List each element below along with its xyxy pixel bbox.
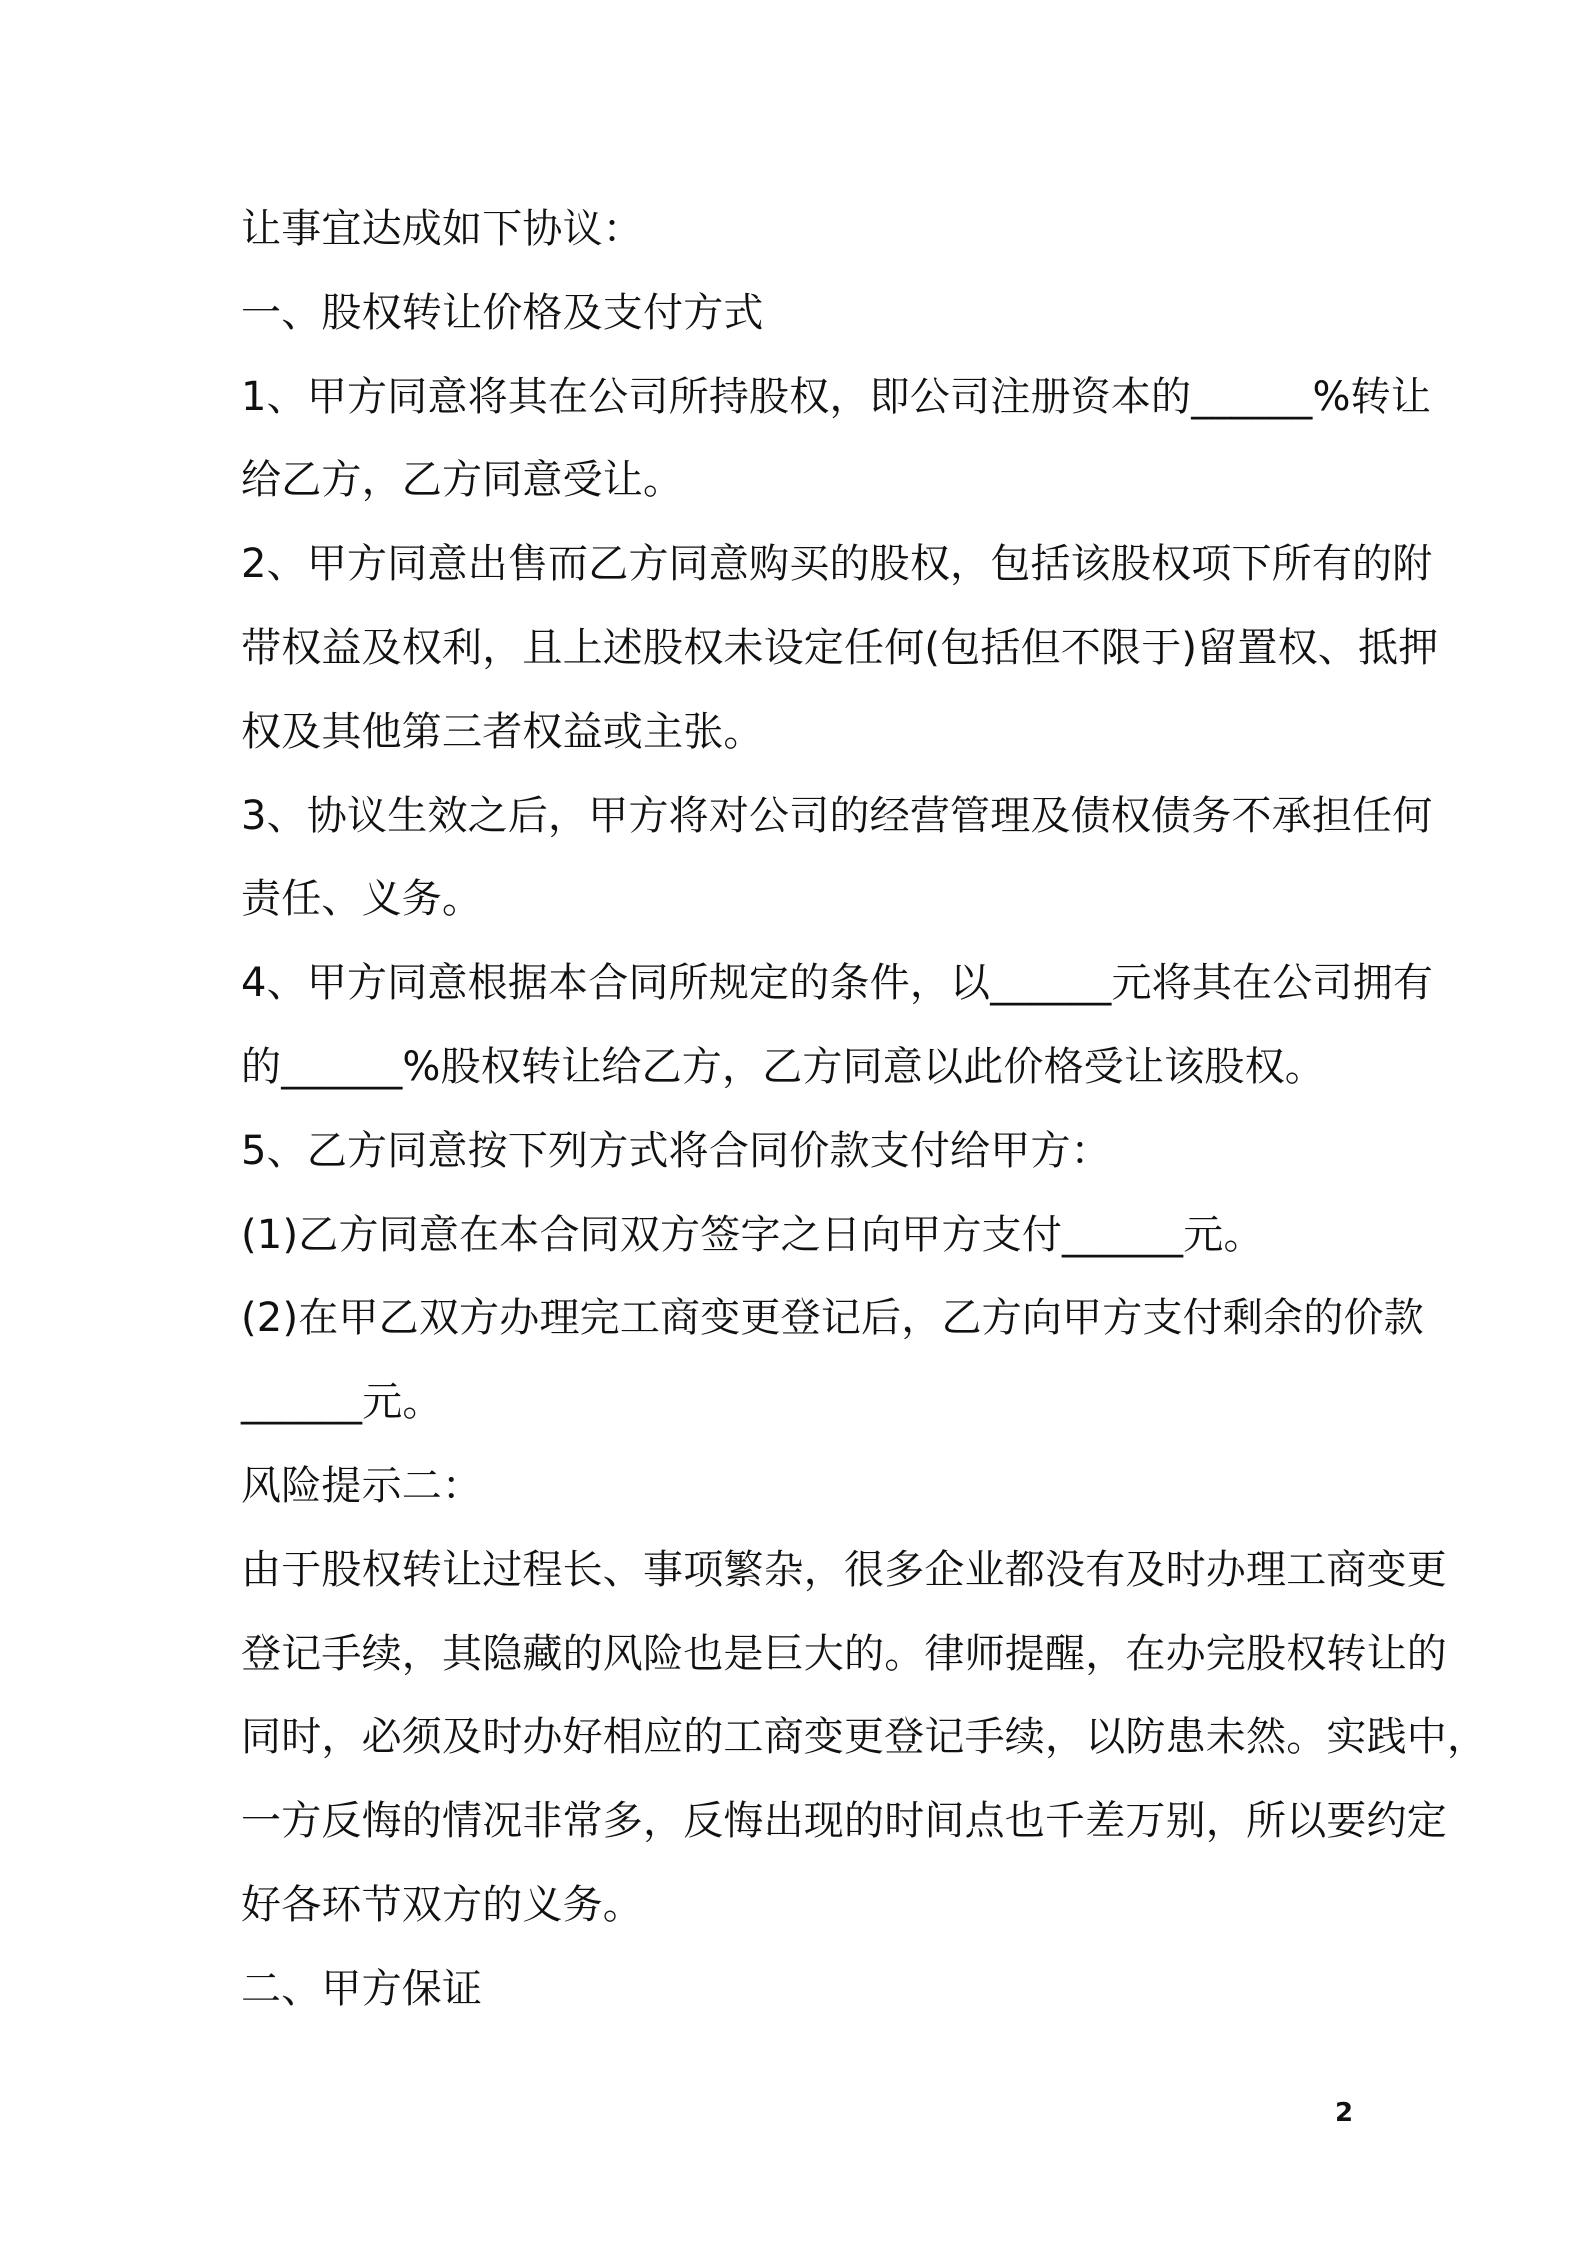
text-line: 责任、义务。	[241, 876, 483, 923]
text-line: 1、甲方同意将其在公司所持股权，即公司注册资本的______%转让	[241, 373, 1432, 420]
text-line: 同时，必须及时办好相应的工商变更登记手续，以防患未然。实践中，	[241, 1714, 1488, 1761]
text-line: 5、乙方同意按下列方式将合同价款支付给甲方：	[241, 1127, 1111, 1174]
text-line: 2、甲方同意出售而乙方同意购买的股权，包括该股权项下所有的附	[241, 541, 1433, 588]
text-line: ______元。	[241, 1379, 443, 1426]
section-heading: 二、甲方保证	[241, 1965, 483, 2012]
text-line: 由于股权转让过程长、事项繁杂，很多企业都没有及时办理工商变更	[241, 1546, 1447, 1593]
document-body	[241, 200, 1488, 2044]
text-line: 权及其他第三者权益或主张。	[241, 708, 764, 755]
text-line: 带权益及权利，且上述股权未设定任何(包括但不限于)留置权、抵押	[241, 624, 1439, 671]
text-line: 让事宜达成如下协议：	[241, 206, 643, 252]
risk-note-heading: 风险提示二：	[241, 1462, 483, 1509]
text-line: 给乙方，乙方同意受让。	[241, 457, 684, 504]
text-line: 一方反悔的情况非常多，反悔出现的时间点也千差万别，所以要约定	[241, 1798, 1447, 1845]
page-number: 2	[1335, 2098, 1354, 2128]
text-line: 的______%股权转让给乙方，乙方同意以此价格受让该股权。	[241, 1043, 1326, 1090]
text-line: (1)乙方同意在本合同双方签字之日向甲方支付______元。	[241, 1211, 1264, 1258]
text-line: (2)在甲乙双方办理完工商变更登记后，乙方向甲方支付剩余的价款	[241, 1295, 1424, 1342]
section-heading: 一、股权转让价格及支付方式	[241, 289, 764, 336]
text-line: 登记手续，其隐藏的风险也是巨大的。律师提醒，在办完股权转让的	[241, 1630, 1447, 1677]
text-line: 4、甲方同意根据本合同所规定的条件，以______元将其在公司拥有	[241, 960, 1434, 1007]
text-line: 3、协议生效之后，甲方将对公司的经营管理及债权债务不承担任何	[241, 792, 1433, 839]
text-line: 好各环节双方的义务。	[241, 1881, 643, 1928]
